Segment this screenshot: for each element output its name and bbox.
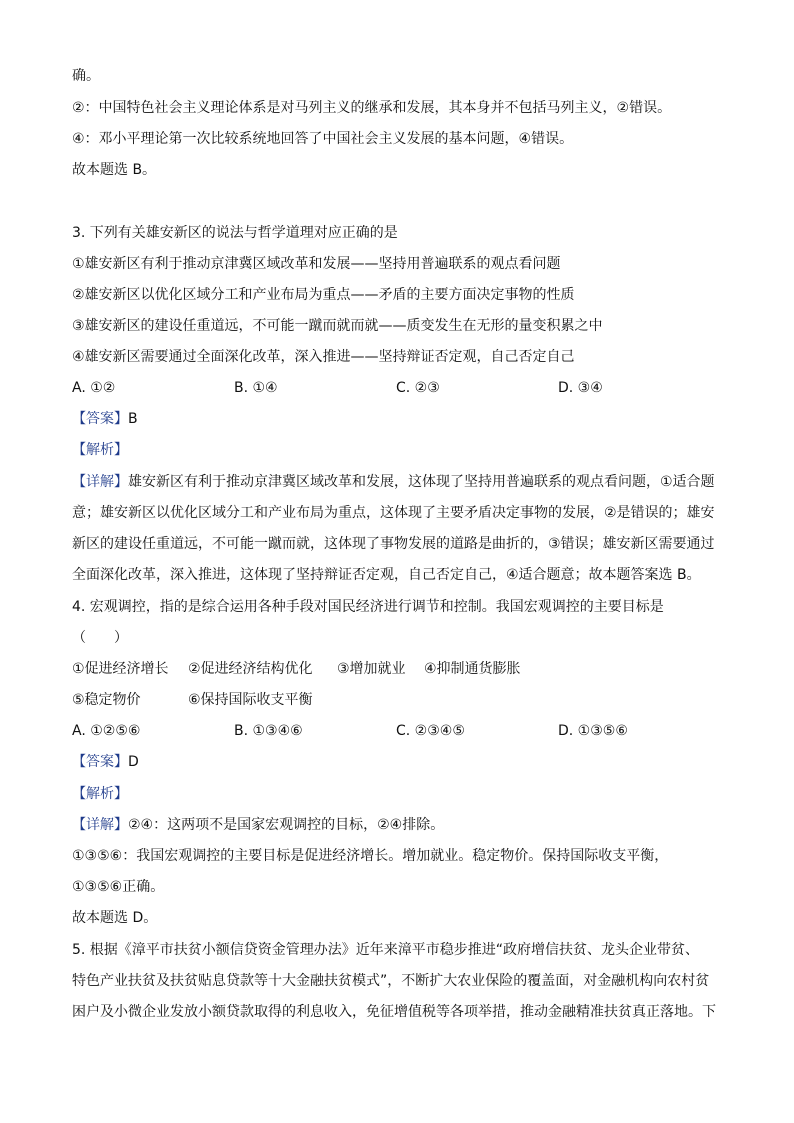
text-line: 特色产业扶贫及扶贫贴息贷款等十大金融扶贫模式”，不断扩大农业保险的覆盖面，对金融机构向农村贫 <box>72 973 710 989</box>
question-4-item: ①促进经济增长 <box>72 661 169 677</box>
question-4-item: ②促进经济结构优化 <box>188 661 313 677</box>
text-line: ④：邓小平理论第一次比较系统地回答了中国社会主义发展的基本问题，④错误。 <box>72 131 574 147</box>
question-4-stem: 4. 宏观调控，指的是综合运用各种手段对国民经济进行调节和控制。我国宏观调控的主要目标是 <box>72 599 664 615</box>
detail-tag: 【详解】 <box>72 474 128 490</box>
question-3-options <box>72 378 732 398</box>
question-3-item: ②雄安新区以优化区域分工和产业布局为重点——矛盾的主要方面决定事物的性质 <box>72 287 575 303</box>
text-line: ①③⑤⑥正确。 <box>72 879 165 895</box>
text-line: 故本题选 D。 <box>72 910 158 926</box>
option-d: D. ③④ <box>558 380 603 396</box>
answer-value: D <box>128 754 139 770</box>
question-3-item: ③雄安新区的建设任重道远，不可能一蹴而就而就——质变发生在无形的量变积累之中 <box>72 318 603 334</box>
text-line: ②：中国特色社会主义理论体系是对马列主义的继承和发展，其本身并不包括马列主义，②错误。 <box>72 100 672 116</box>
answer-tag: 【答案】 <box>72 411 128 427</box>
question-3-answer <box>72 409 138 429</box>
question-3-stem: 3. 下列有关雄安新区的说法与哲学道理对应正确的是 <box>72 225 398 241</box>
question-4-analysis-tag: 【解析】 <box>72 786 128 802</box>
question-4-item: ⑤稳定物价 <box>72 692 141 708</box>
text-line: 意；雄安新区以优化区域分工和产业布局为重点，这体现了主要矛盾决定事物的发展，②是错误的；雄安 <box>72 505 715 521</box>
question-4-items-row <box>72 690 732 710</box>
question-4-paren: （ ） <box>72 630 128 646</box>
option-c: C. ②③④⑤ <box>396 723 465 739</box>
text-line: ①③⑤⑥：我国宏观调控的主要目标是促进经济增长。增加就业。稳定物价。保持国际收支平衡， <box>72 848 669 864</box>
question-3-item: ④雄安新区需要通过全面深化改革，深入推进——坚持辩证否定观，自己否定自己 <box>72 349 575 365</box>
answer-tag: 【答案】 <box>72 754 128 770</box>
question-4-item: ⑥保持国际收支平衡 <box>188 692 313 708</box>
option-a: A. ①②⑤⑥ <box>72 723 141 739</box>
question-5-stem: 5. 根据《漳平市扶贫小额信贷资金管理办法》近年来漳平市稳步推进“政府增信扶贫、龙头企业带贫、 <box>72 942 700 958</box>
option-b: B. ①④ <box>234 380 278 396</box>
question-3-analysis-tag: 【解析】 <box>72 442 128 458</box>
text-line: 困户及小微企业发放小额贷款取得的利息收入，免征增值税等各项举措，推动金融精准扶贫真正落地。下 <box>72 1004 716 1020</box>
answer-value: B <box>128 411 138 427</box>
text-line: 全面深化改革，深入推进，这体现了坚持辩证否定观，自己否定自己，④适合题意；故本题答案选 B。 <box>72 567 701 583</box>
option-b: B. ①③④⑥ <box>234 723 303 739</box>
text-line: 新区的建设任重道远，不可能一蹴而就，这体现了事物发展的道路是曲折的，③错误；雄安新区需要通过 <box>72 536 715 552</box>
option-a: A. ①② <box>72 380 116 396</box>
detail-text: 雄安新区有利于推动京津冀区域改革和发展，这体现了坚持用普遍联系的观点看问题，①适合题 <box>128 474 715 490</box>
detail-tag: 【详解】 <box>72 817 128 833</box>
question-4-answer <box>72 752 139 772</box>
option-d: D. ①③⑤⑥ <box>558 723 628 739</box>
question-3-detail <box>72 472 715 492</box>
text-line: 确。 <box>72 68 100 84</box>
question-4-options <box>72 721 732 741</box>
question-4-item: ④抑制通货膨胀 <box>424 661 521 677</box>
question-4-detail <box>72 815 444 835</box>
question-3-item: ①雄安新区有利于推动京津冀区域改革和发展——坚持用普遍联系的观点看问题 <box>72 256 561 272</box>
question-4-items-row <box>72 659 732 679</box>
question-4-item: ③增加就业 <box>337 661 406 677</box>
detail-text: ②④：这两项不是国家宏观调控的目标，②④排除。 <box>128 817 445 833</box>
option-c: C. ②③ <box>396 380 440 396</box>
text-line: 故本题选 B。 <box>72 162 157 178</box>
